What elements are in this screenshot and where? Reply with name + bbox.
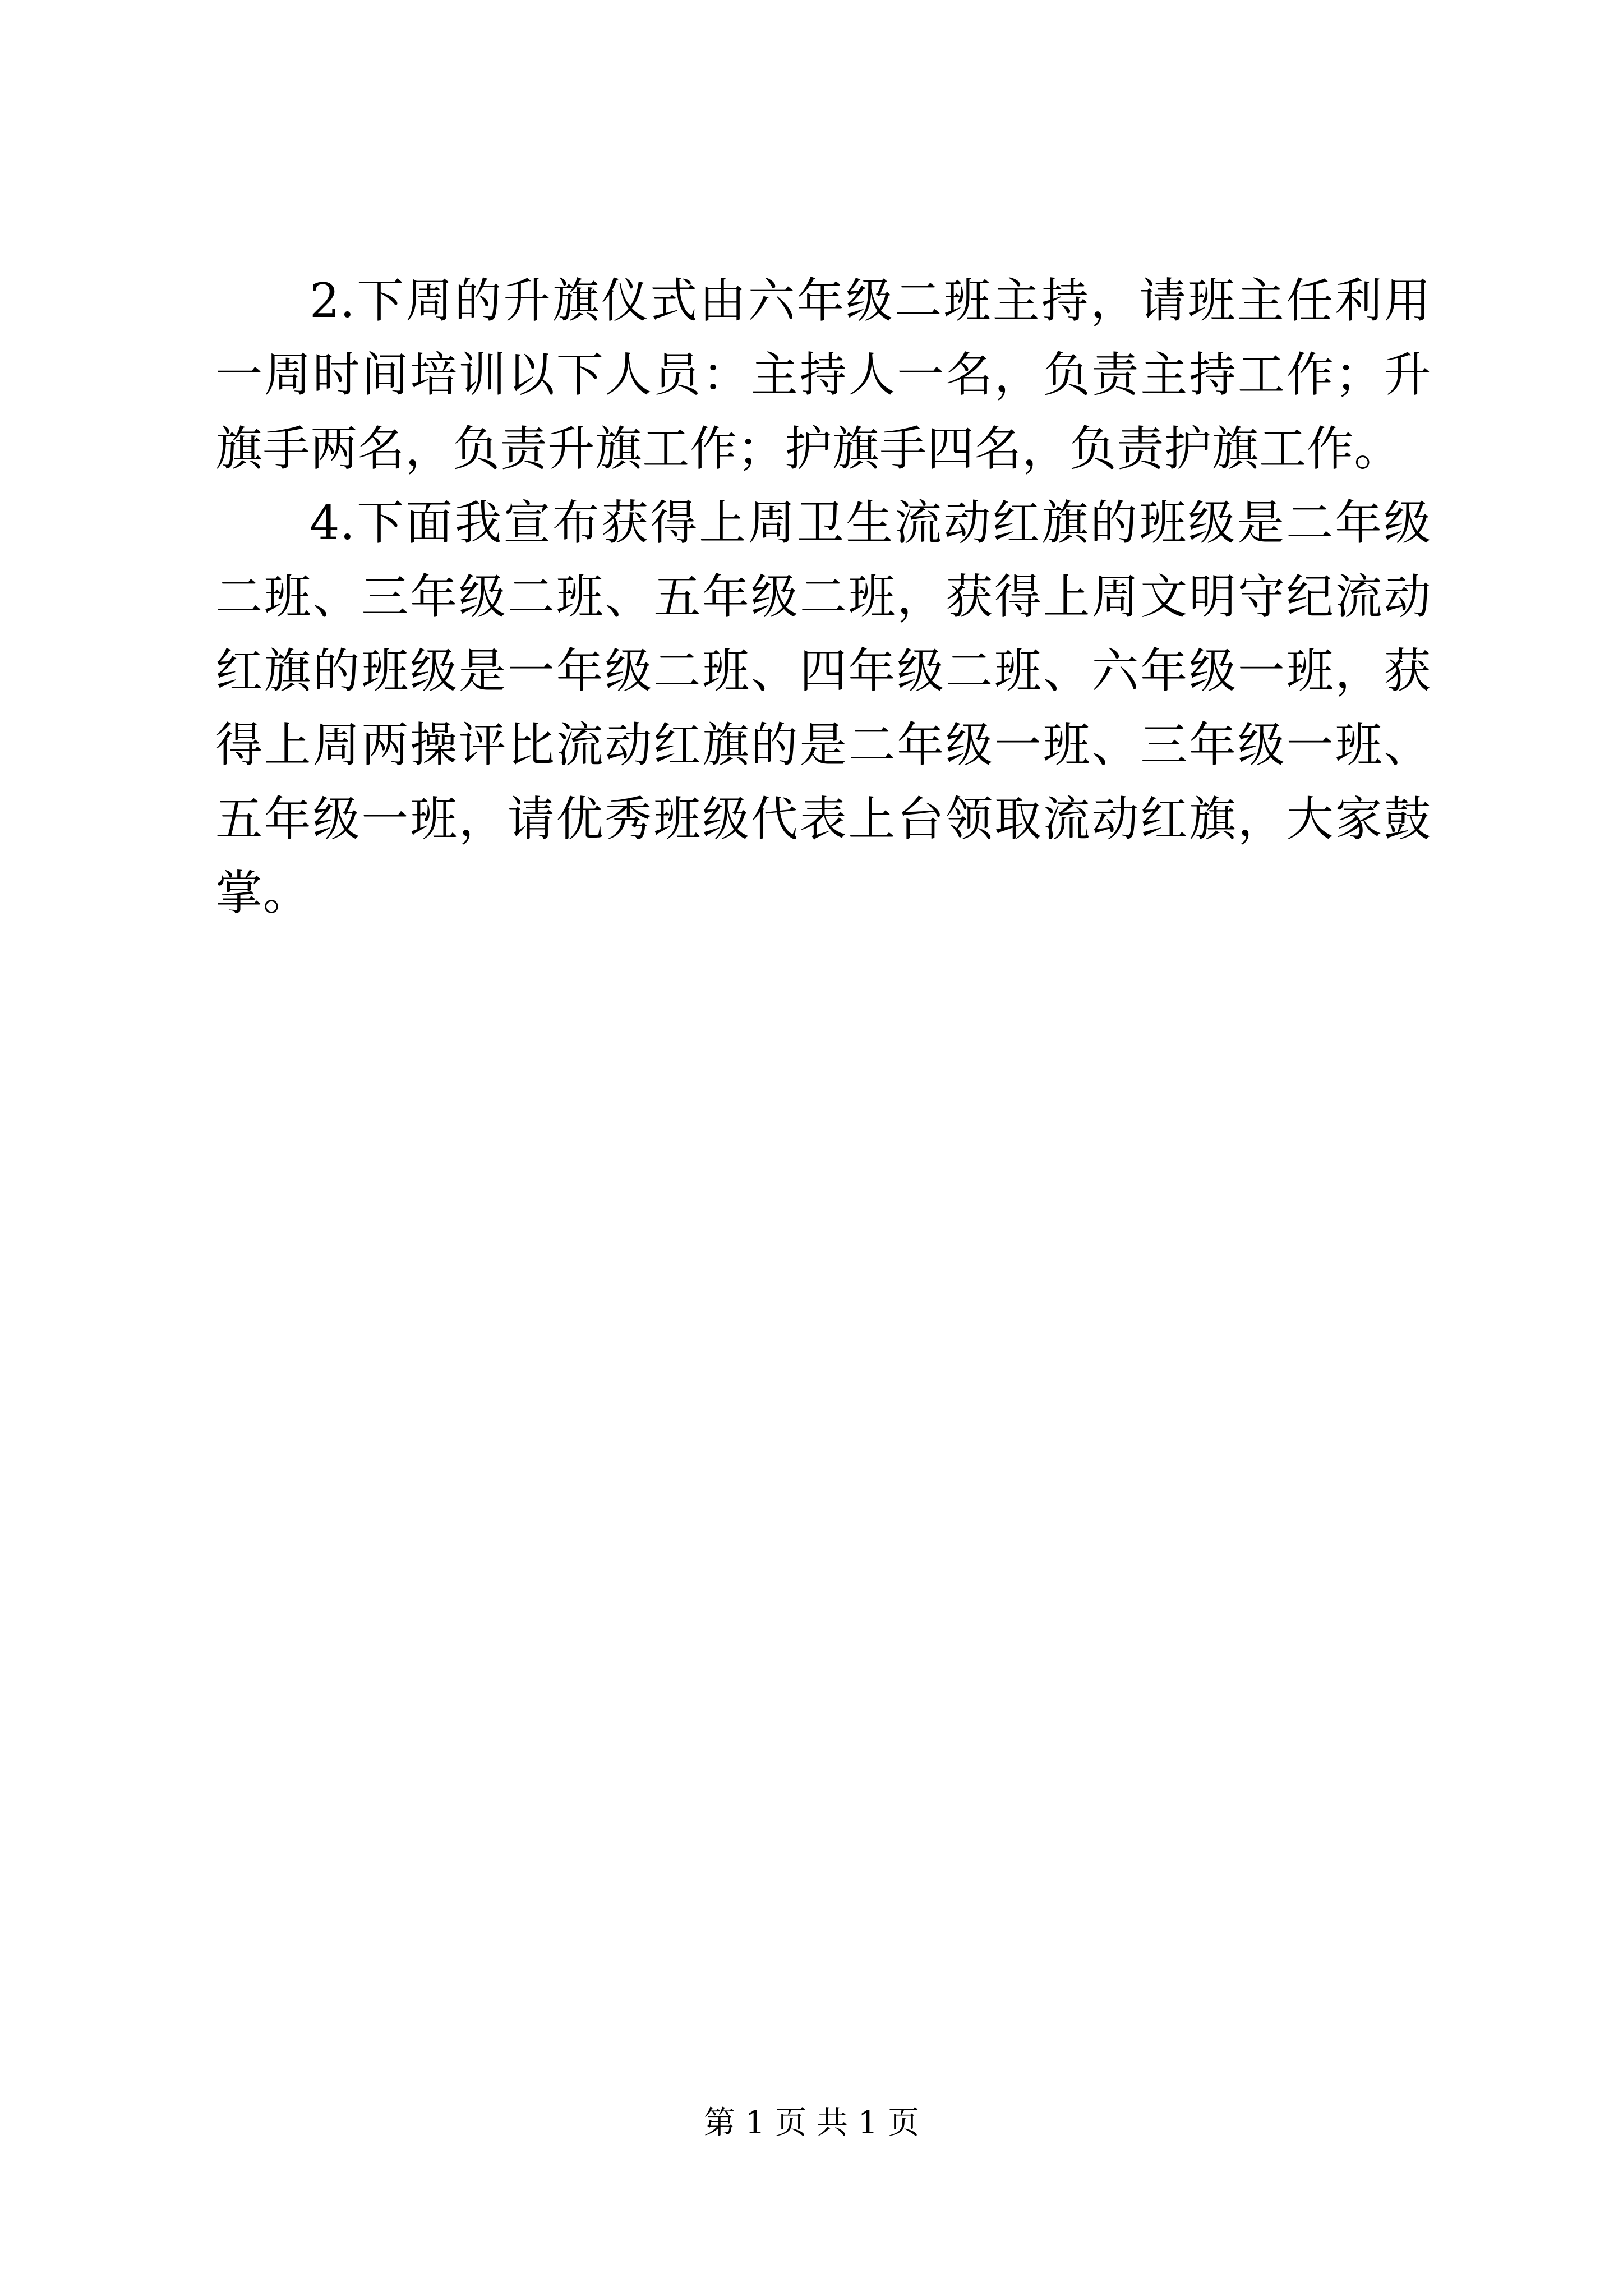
paragraph-item-2: 2.下周的升旗仪式由六年级二班主持，请班主任利用一周时间培训以下人员：主持人一名，负责主持工作；升旗手两名，负责升旗工作；护旗手四名，负责护旗工作。 <box>215 273 1431 476</box>
page-footer: 第 1 页 共 1 页 <box>703 2105 920 2141</box>
paragraph-item-4: 4.下面我宣布获得上周卫生流动红旗的班级是二年级二班、三年级二班、五年级二班，获得上周文明守纪流动红旗的班级是一年级二班、四年级二班、六年级一班，获得上周两操评比流动红旗的是二年级一班、三年级一班、五年级一班，请优秀班级代表上台领取流动红旗，大家鼓掌。 <box>215 495 1431 921</box>
document-body <box>215 264 1431 930</box>
